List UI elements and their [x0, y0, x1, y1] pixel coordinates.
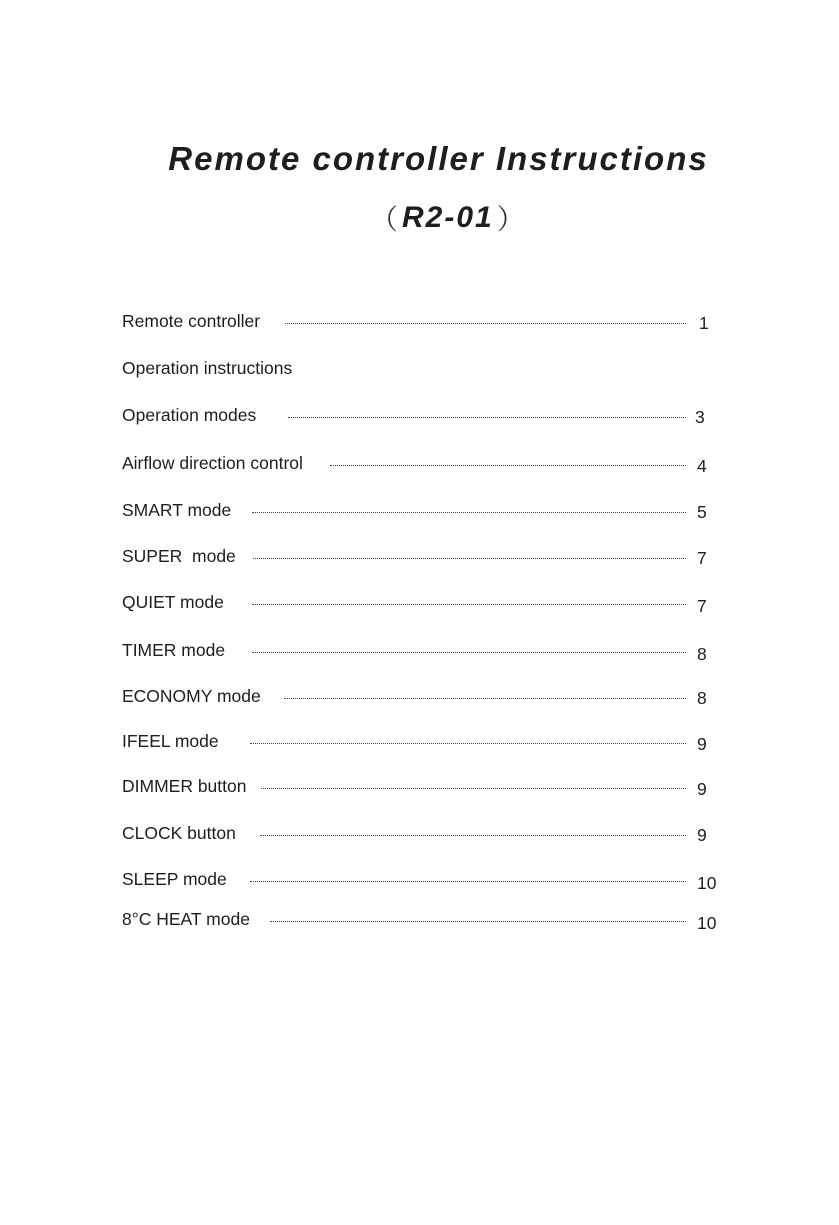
toc-page-number: 7: [697, 596, 707, 616]
toc-entry: [122, 823, 722, 847]
toc-page-number: 8: [697, 644, 707, 664]
toc-entry-label: Operation modes: [122, 405, 257, 425]
toc-entry: [122, 358, 722, 382]
toc-dot-leader: [284, 698, 686, 699]
toc-entry: [122, 592, 722, 616]
toc-page-number: 10: [697, 873, 717, 893]
toc-page-number: 9: [697, 779, 707, 799]
toc-page-number: 1: [699, 313, 709, 333]
toc-entry: [122, 909, 722, 933]
toc-dot-leader: [250, 881, 686, 882]
toc-entry: [122, 453, 722, 477]
toc-entry: [122, 869, 722, 893]
subtitle-open-paren: （: [370, 204, 399, 235]
toc-entry-label: QUIET mode: [122, 592, 224, 612]
toc-page-number: 9: [697, 825, 707, 845]
toc-entry: [122, 686, 722, 710]
toc-entry: [122, 311, 722, 335]
toc-entry: [122, 500, 722, 524]
toc-entry: [122, 776, 722, 800]
toc-entry-label: SLEEP mode: [122, 869, 227, 889]
document-title: Remote controller Instructions: [168, 140, 709, 177]
toc-dot-leader: [270, 921, 686, 922]
toc-entry-label: ECONOMY mode: [122, 686, 261, 706]
toc-dot-leader: [330, 465, 686, 466]
subtitle-close-paren: ）: [496, 204, 525, 235]
toc-dot-leader: [250, 743, 686, 744]
toc-dot-leader: [285, 323, 686, 324]
toc-entry-label: Remote controller: [122, 311, 261, 331]
toc-entry: [122, 546, 722, 570]
toc-entry-label: DIMMER button: [122, 776, 247, 796]
toc-page-number: 5: [697, 502, 707, 522]
toc-page-number: 3: [695, 407, 705, 427]
toc-entry: [122, 640, 722, 664]
toc-dot-leader: [252, 512, 686, 513]
toc-page-number: 4: [697, 456, 707, 476]
toc-page-number: 10: [697, 913, 717, 933]
toc-entry-label: Airflow direction control: [122, 453, 303, 473]
toc-entry-label: IFEEL mode: [122, 731, 219, 751]
toc-page-number: 7: [697, 548, 707, 568]
toc-dot-leader: [252, 604, 686, 605]
toc-entry-label: CLOCK button: [122, 823, 236, 843]
toc-entry-label: 8°C HEAT mode: [122, 909, 250, 929]
toc-entry-label: TIMER mode: [122, 640, 226, 660]
toc-entry-label: SMART mode: [122, 500, 232, 520]
toc-dot-leader: [252, 652, 686, 653]
toc-entry: [122, 731, 722, 755]
toc-dot-leader: [261, 788, 686, 789]
model-code: R2-01: [402, 201, 494, 234]
toc-entry: [122, 405, 722, 429]
toc-dot-leader: [260, 835, 686, 836]
toc-page-number: 9: [697, 734, 707, 754]
toc-entry-label: SUPER mode: [122, 546, 236, 566]
toc-dot-leader: [288, 417, 686, 418]
toc-page-number: 8: [697, 688, 707, 708]
toc-entry-label: Operation instructions: [122, 358, 293, 378]
toc-dot-leader: [253, 558, 686, 559]
